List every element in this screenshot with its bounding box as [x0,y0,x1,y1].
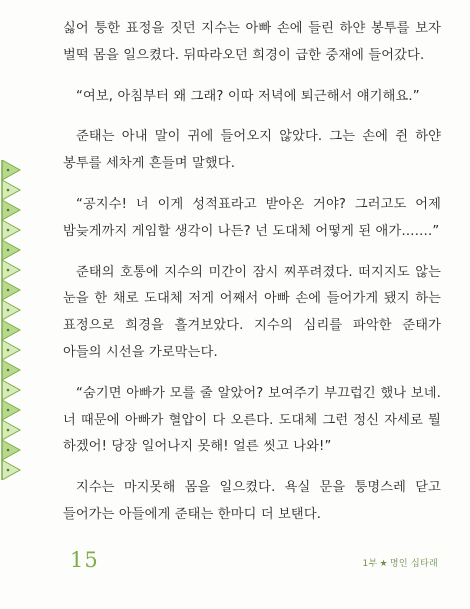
zigzag-dot [7,229,10,232]
footer-chapter: 명인 십타래 [389,559,438,569]
paragraph-7: 지수는 마지못해 몸을 일으켰다. 욕실 문을 퉁명스레 닫고 들어가는 아들에게 준태는 한마디 더 보탠다. [63,480,441,522]
zigzag-dot [7,249,10,252]
paragraph-2: “여보, 아침부터 왜 그래? 이따 저녁에 퇴근해서 얘기해요.” [76,88,420,104]
zigzag-dot [7,209,10,212]
zigzag-border-ornament [0,160,28,480]
zigzag-dot [7,469,10,472]
running-footer [362,556,438,569]
zigzag-segment [2,300,20,320]
zigzag-segment [2,420,20,440]
zigzag-dot [7,169,10,172]
zigzag-segment [2,180,20,200]
star-icon: ★ [379,559,388,569]
zigzag-dot [7,349,10,352]
page-number: 15 [70,548,99,572]
paragraph-1: 싫어 퉁한 표정을 짓던 지수는 아빠 손에 들린 하얀 봉투를 보자 벌떡 몸을 일으켰다. 뒤따라오던 희경이 급한 중재에 들어갔다. [63,21,441,63]
zigzag-dot [7,429,10,432]
zigzag-segment [2,360,20,380]
zigzag-segment [2,460,20,480]
zigzag-dot [7,389,10,392]
zigzag-dot [7,269,10,272]
zigzag-segment [2,220,20,240]
zigzag-dot [7,449,10,452]
zigzag-dot [7,329,10,332]
zigzag-dot [7,369,10,372]
zigzag-segment [2,260,20,280]
zigzag-dot [7,309,10,312]
zigzag-segment [2,200,20,220]
zigzag-segment [2,320,20,340]
zigzag-segment [2,440,20,460]
zigzag-segment [2,400,20,420]
zigzag-segment [2,160,20,180]
paragraph-5: 준태의 호통에 지수의 미간이 잠시 찌푸려졌다. 떠지지도 않는 눈을 한 채로 도대체 저게 어째서 아빠 손에 들어가게 됐지 하는 표정으로 희경을 흘겨보았다. 지수의 심리를 파악한 준태가 아들의 시선을 가로막는다. [63,264,441,360]
zigzag-segment [2,280,20,300]
zigzag-dot [7,409,10,412]
body-text [63,16,441,543]
zigzag-dot [7,189,10,192]
zigzag-dot [7,289,10,292]
zigzag-segment [2,240,20,260]
paragraph-6: “숨기면 아빠가 모를 줄 알았어? 보여주기 부끄럽긴 했나 보네. 너 때문에 아빠가 혈압이 다 오른다. 도대체 그런 정신 자세로 뭘 하겠어! 당장 일어나지 못해! 얼른 씻고 나와!” [63,385,441,455]
paragraph-3: 준태는 아내 말이 귀에 들어오지 않았다. 그는 손에 쥔 하얀 봉투를 세차게 흔들며 말했다. [63,129,441,172]
zigzag-segment [2,340,20,360]
footer-part: 1부 [362,559,378,569]
zigzag-segment [2,380,20,400]
paragraph-4: “공지수! 너 이게 성적표라고 받아온 거야? 그러고도 어제 밤늦게까지 게임할 생각이 나든? 넌 도대체 어떻게 된 애가…….” [63,196,441,239]
